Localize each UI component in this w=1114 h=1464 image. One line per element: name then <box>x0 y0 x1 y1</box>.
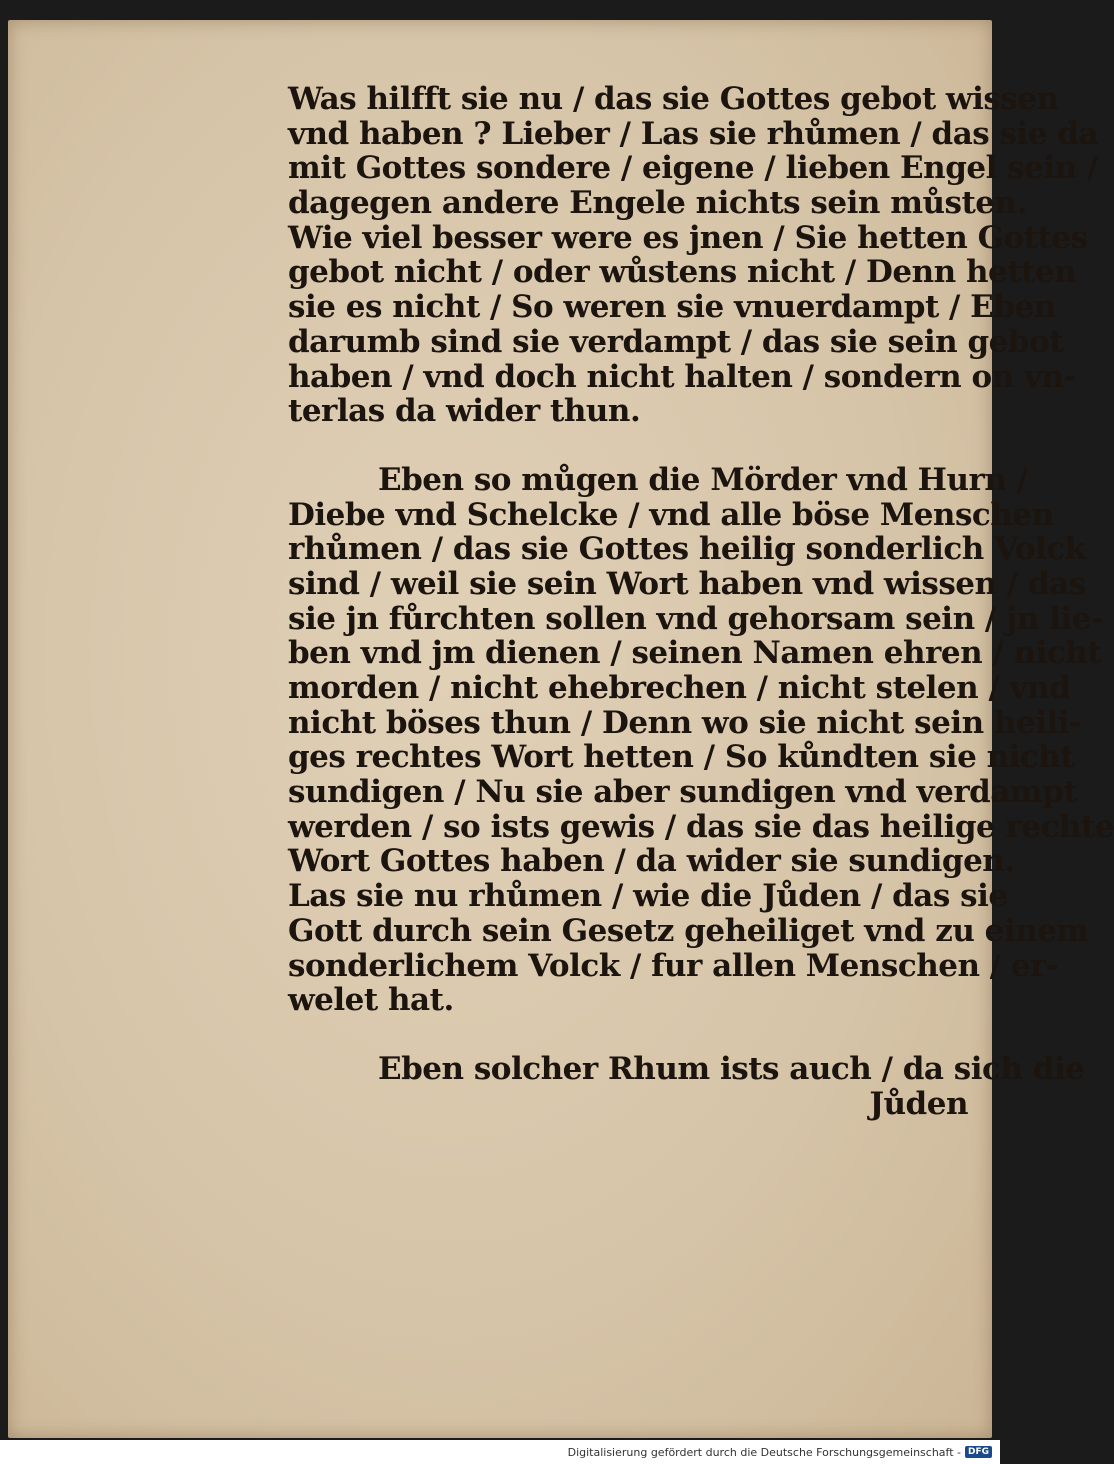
text-line: werden / so ists gewis / das sie das heilige rechte <box>288 808 1114 845</box>
text-line: vnd haben ? Lieber / Las sie rhůmen / das sie da <box>288 115 1099 152</box>
text-line: terlas da wider thun. <box>288 393 641 430</box>
text-line: darumb sind sie verdampt / das sie sein gebot <box>288 323 1064 360</box>
text-line: sind / weil sie sein Wort haben vnd wissen / das <box>288 565 1086 602</box>
text-line: rhůmen / das sie Gottes heilig sonderlich Volck <box>288 531 1086 568</box>
text-line: Diebe vnd Schelcke / vnd alle böse Menschen <box>288 496 1054 533</box>
text-line: sonderlichem Volck / fur allen Menschen / er- <box>288 947 1059 984</box>
page-text <box>288 81 1114 1122</box>
text-line: dagegen andere Engele nichts sein můsten. <box>288 185 1027 222</box>
text-line: haben / vnd doch nicht halten / sondern on vn- <box>288 358 1076 395</box>
text-line: ben vnd jm dienen / seinen Namen ehren / nicht <box>288 635 1102 672</box>
catchword: Jůden <box>869 1085 968 1122</box>
text-line: Las sie nu rhůmen / wie die Jůden / das sie <box>288 878 1008 915</box>
dfg-logo: DFG <box>965 1446 992 1458</box>
text-line: sie jn fůrchten sollen vnd gehorsam sein / jn lie- <box>288 600 1104 637</box>
text-line: sundigen / Nu sie aber sundigen vnd verdampt <box>288 774 1078 811</box>
text-line: Eben solcher Rhum ists auch / da sich die <box>378 1050 1085 1087</box>
text-line: mit Gottes sondere / eigene / lieben Engel sein / <box>288 150 1098 187</box>
text-line: gebot nicht / oder wůstens nicht / Denn hetten <box>288 254 1077 291</box>
text-line: nicht böses thun / Denn wo sie nicht sein heili- <box>288 704 1082 741</box>
text-line: Was hilfft sie nu / das sie Gottes gebot wissen <box>288 81 1059 117</box>
text-line: Wie viel besser were es jnen / Sie hetten Gottes <box>288 219 1088 256</box>
footer-credit: Digitalisierung gefördert durch die Deutsche Forschungsgemeinschaft - <box>567 1445 961 1459</box>
text-line: Gott durch sein Gesetz geheiliget vnd zu einem <box>288 912 1089 949</box>
text-line: sie es nicht / So weren sie vnuerdampt / Eben <box>288 289 1056 326</box>
paragraph-3 <box>288 1050 1085 1087</box>
digitization-footer <box>0 1440 1000 1464</box>
text-line: Eben so můgen die Mörder vnd Hurn / <box>378 461 1028 498</box>
text-line: morden / nicht ehebrechen / nicht stelen / vnd <box>288 670 1071 706</box>
book-page <box>8 20 1114 1438</box>
text-line: ges rechtes Wort hetten / So kůndten sie nicht <box>288 739 1075 776</box>
paragraph-1 <box>288 81 1099 430</box>
text-line: Wort Gottes haben / da wider sie sundigen. <box>288 843 1015 880</box>
text-line: welet hat. <box>288 982 454 1019</box>
paragraph-2 <box>288 461 1114 1019</box>
